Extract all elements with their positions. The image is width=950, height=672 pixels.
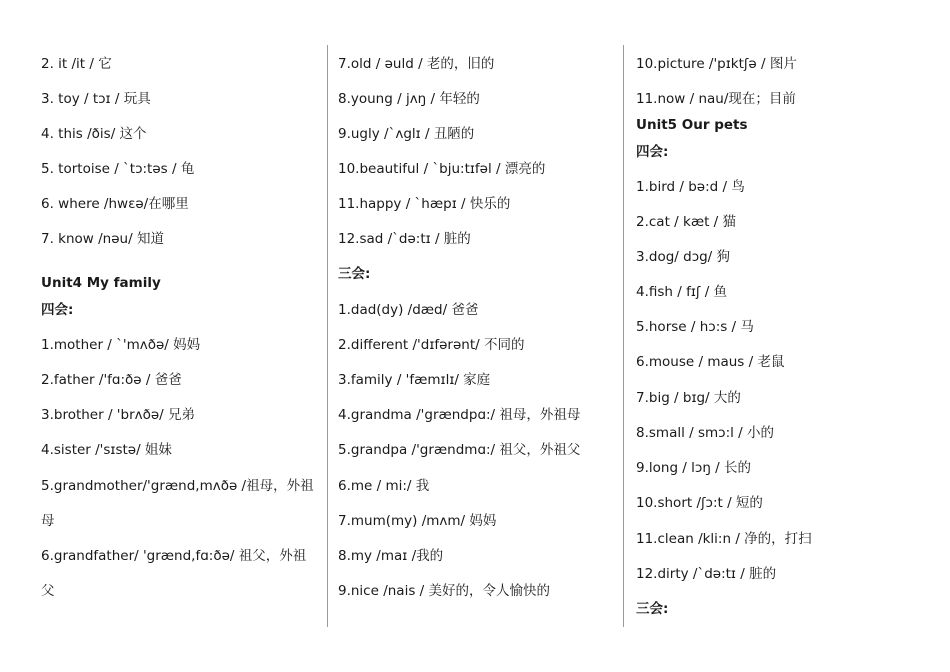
vocab-line: 9.long / lɔŋ / 长的 xyxy=(636,460,752,476)
vocab-line: 6.grandfather/ 'grænd,fɑ:ðə/ 祖父，外祖 xyxy=(41,548,307,564)
vocab-line: 6.mouse / maus / 老鼠 xyxy=(636,354,785,370)
vocab-line: 11.now / nau/现在；目前 xyxy=(636,91,796,107)
vocab-line: 10.short /ʃɔ:t / 短的 xyxy=(636,495,763,511)
vocab-line: 4.grandma /'grændpɑ:/ 祖母，外祖母 xyxy=(338,407,581,423)
vocab-line: 3.dog/ dɔg/ 狗 xyxy=(636,249,731,265)
section-heading: 三会: xyxy=(338,266,371,282)
vocab-line: 5.grandmother/'grænd,mʌðə /祖母，外祖 xyxy=(41,478,314,494)
vocab-line: 4.sister /'sɪstə/ 姐妹 xyxy=(41,442,172,458)
vocab-line: 2.cat / kæt / 猫 xyxy=(636,214,736,230)
unit-heading: Unit4 My family xyxy=(41,275,161,291)
vocab-line: 4. this /ðis/ 这个 xyxy=(41,126,147,142)
vocab-line: 3.brother / 'brʌðə/ 兄弟 xyxy=(41,407,196,423)
unit-heading: Unit5 Our pets xyxy=(636,117,748,133)
vocab-line: 2.father /'fɑ:ðə / 爸爸 xyxy=(41,372,182,388)
vocab-line: 10.picture /'pɪktʃə / 图片 xyxy=(636,56,797,72)
vocab-line: 母 xyxy=(41,513,55,529)
vocab-line: 10.beautiful / `bju:tɪfəl / 漂亮的 xyxy=(338,161,546,177)
column-divider xyxy=(327,45,328,627)
vocab-line: 1.dad(dy) /dæd/ 爸爸 xyxy=(338,302,479,318)
vocab-line: 7.mum(my) /mʌm/ 妈妈 xyxy=(338,513,497,529)
vocab-line: 3.family / 'fæmɪlɪ/ 家庭 xyxy=(338,372,491,388)
vocab-line: 1.bird / bə:d / 鸟 xyxy=(636,179,745,195)
section-heading: 三会: xyxy=(636,601,669,617)
vocab-line: 7.old / əuld / 老的，旧的 xyxy=(338,56,495,72)
vocab-line: 12.sad /`də:tɪ / 脏的 xyxy=(338,231,471,247)
column-divider xyxy=(623,45,624,627)
vocab-line: 9.nice /nais / 美好的，令人愉快的 xyxy=(338,583,550,599)
vocab-line: 2. it /it / 它 xyxy=(41,56,112,72)
vocab-line: 9.ugly /`ʌglɪ / 丑陋的 xyxy=(338,126,475,142)
vocab-line: 4.fish / fɪʃ / 鱼 xyxy=(636,284,728,300)
vocab-line: 6.me / mi:/ 我 xyxy=(338,478,430,494)
vocab-line: 3. toy / tɔɪ / 玩具 xyxy=(41,91,151,107)
vocab-line: 11.clean /kli:n / 净的，打扫 xyxy=(636,531,812,547)
vocab-line: 5.grandpa /'grændmɑ:/ 祖父，外祖父 xyxy=(338,442,581,458)
vocab-line: 1.mother / `'mʌðə/ 妈妈 xyxy=(41,337,201,353)
vocab-line: 6. where /hwεə/在哪里 xyxy=(41,196,189,212)
vocab-line: 8.small / smɔ:l / 小的 xyxy=(636,425,774,441)
vocab-line: 7. know /nəu/ 知道 xyxy=(41,231,164,247)
vocab-line: 5.horse / hɔ:s / 马 xyxy=(636,319,754,335)
vocab-line: 12.dirty /`də:tɪ / 脏的 xyxy=(636,566,777,582)
vocab-line: 8.young / jʌŋ / 年轻的 xyxy=(338,91,480,107)
vocab-line: 父 xyxy=(41,583,55,599)
section-heading: 四会: xyxy=(636,144,669,160)
vocab-line: 8.my /maɪ /我的 xyxy=(338,548,444,564)
vocab-line: 5. tortoise / `tɔ:təs / 龟 xyxy=(41,161,195,177)
vocab-line: 2.different /'dɪfərənt/ 不同的 xyxy=(338,337,525,353)
vocab-line: 11.happy / `hæpɪ / 快乐的 xyxy=(338,196,511,212)
section-heading: 四会: xyxy=(41,302,74,318)
vocab-line: 7.big / bɪg/ 大的 xyxy=(636,390,741,406)
